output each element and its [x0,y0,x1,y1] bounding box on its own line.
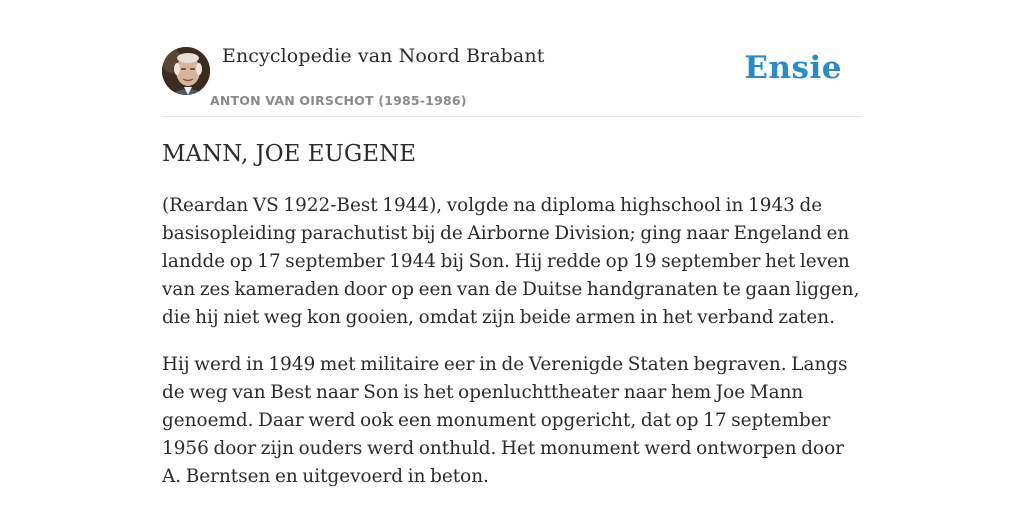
entry-paragraph-1: (Reardan VS 1922-Best 1944), volgde na diploma highschool in 1943 de basisopleiding parachutist bij de Airborne Division; ging naar Engeland en landde op 17 september 1944 bij Son. Hij redde op 19 september het leven van zes kameraden door op een van de Duitse handgranaten te gaan liggen, die hij niet weg kon gooien, omdat zijn beide armen in het verband zaten. [162,195,860,328]
encyclopedia-title[interactable]: Encyclopedie van Noord Brabant [222,45,545,67]
entry-paragraph-2: Hij werd in 1949 met militaire eer in de Verenigde Staten begraven. Langs de weg van Best naar Son is het openluchttheater naar hem Joe Mann genoemd. Daar werd ook een monument opgericht, dat op 17 september 1956 door zijn ouders werd onthuld. Het monument werd ontworpen door A. Berntsen en uitgevoerd in beton. [162,354,848,487]
entry-title: MANN, JOE EUGENE [162,141,416,167]
author-portrait-icon [162,47,210,95]
author-name[interactable]: ANTON VAN OIRSCHOT (1985-1986) [210,93,467,108]
author-avatar[interactable] [162,47,210,95]
entry-header [162,0,862,117]
ensie-logo[interactable]: Ensie [744,50,842,86]
entry-card [162,0,862,487]
